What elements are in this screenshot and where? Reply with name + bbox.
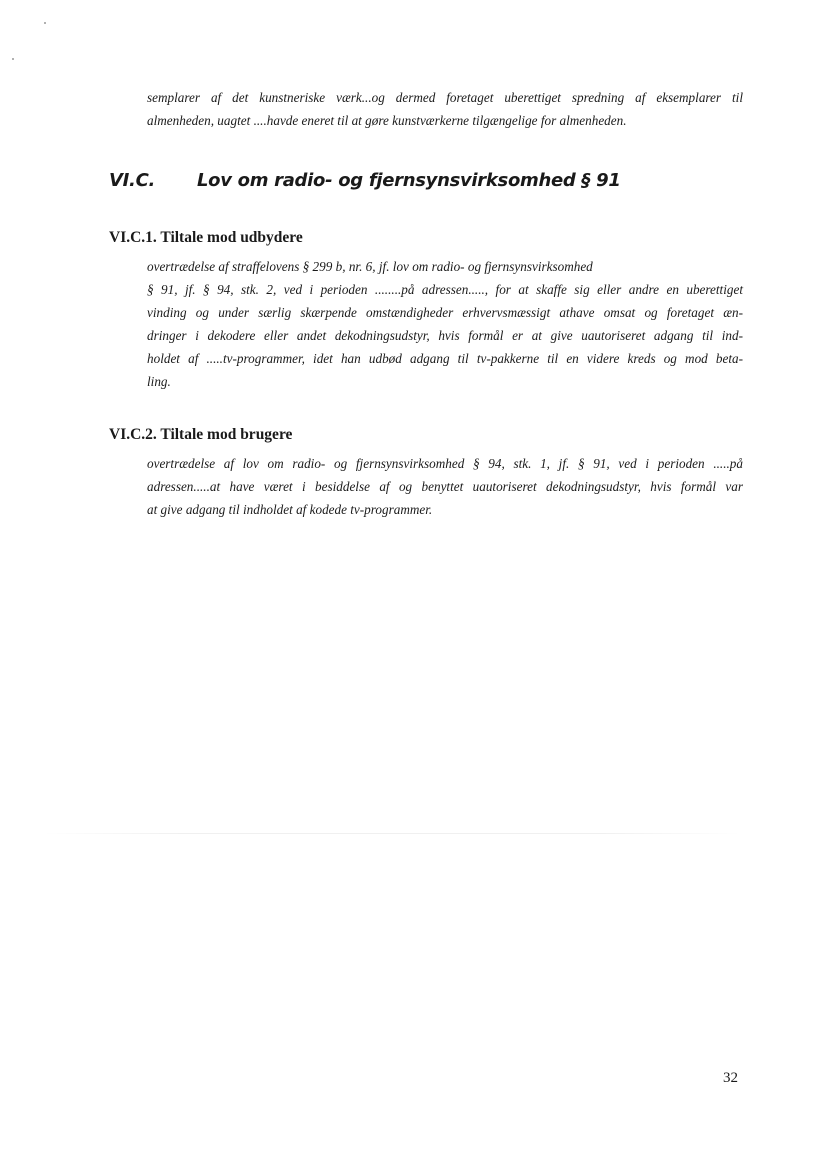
body-line: holdet af .....tv-programmer, idet han udbød adgang til tv-pakkerne til en videre kreds og mod beta- — [147, 351, 743, 366]
body-line: at give adgang til indholdet af kodede tv-programmer. — [147, 502, 433, 517]
body-line: dringer i dekodere eller andet dekodningsudstyr, hvis formål er at give uautoriseret adgang til ind- — [147, 328, 743, 343]
page-number: 32 — [723, 1070, 738, 1086]
body-line: adressen.....at have været i besiddelse af og benyttet uautoriseret dekodningsudstyr, hvis formål var — [147, 479, 743, 494]
subsection-body-udbydere — [147, 255, 743, 393]
body-line: vinding og under særlig skærpende omstændigheder erhvervsmæssigt athave omsat og foretaget æn- — [147, 305, 743, 320]
body-line: ling. — [147, 374, 171, 389]
section-title: Lov om radio- og fjernsynsvirksomhed § 91 — [197, 170, 621, 191]
subsection-heading-brugere: VI.C.2. Tiltale mod brugere — [109, 426, 293, 443]
intro-paragraph — [147, 86, 743, 132]
intro-line: almenheden, uagtet ....havde eneret til at gøre kunstværkerne tilgængelige for almenheden. — [147, 113, 627, 128]
scan-speck — [12, 58, 14, 60]
subsection-body-brugere — [147, 452, 743, 521]
intro-line: semplarer af det kunstneriske værk...og dermed foretaget uberettiget spredning af eksemplarer til — [147, 90, 743, 105]
faint-divider — [42, 833, 742, 834]
scan-speck — [44, 22, 46, 24]
section-number: VI.C. — [109, 170, 156, 191]
body-line: overtrædelse af straffelovens § 299 b, nr. 6, jf. lov om radio- og fjernsynsvirksomhed — [147, 259, 593, 274]
body-line: § 91, jf. § 94, stk. 2, ved i perioden ........på adressen....., for at skaffe sig eller andre en uberettiget — [147, 282, 743, 297]
body-line: overtrædelse af lov om radio- og fjernsynsvirksomhed § 94, stk. 1, jf. § 91, ved i perioden .....på — [147, 456, 743, 471]
subsection-heading-udbydere: VI.C.1. Tiltale mod udbydere — [109, 229, 303, 246]
